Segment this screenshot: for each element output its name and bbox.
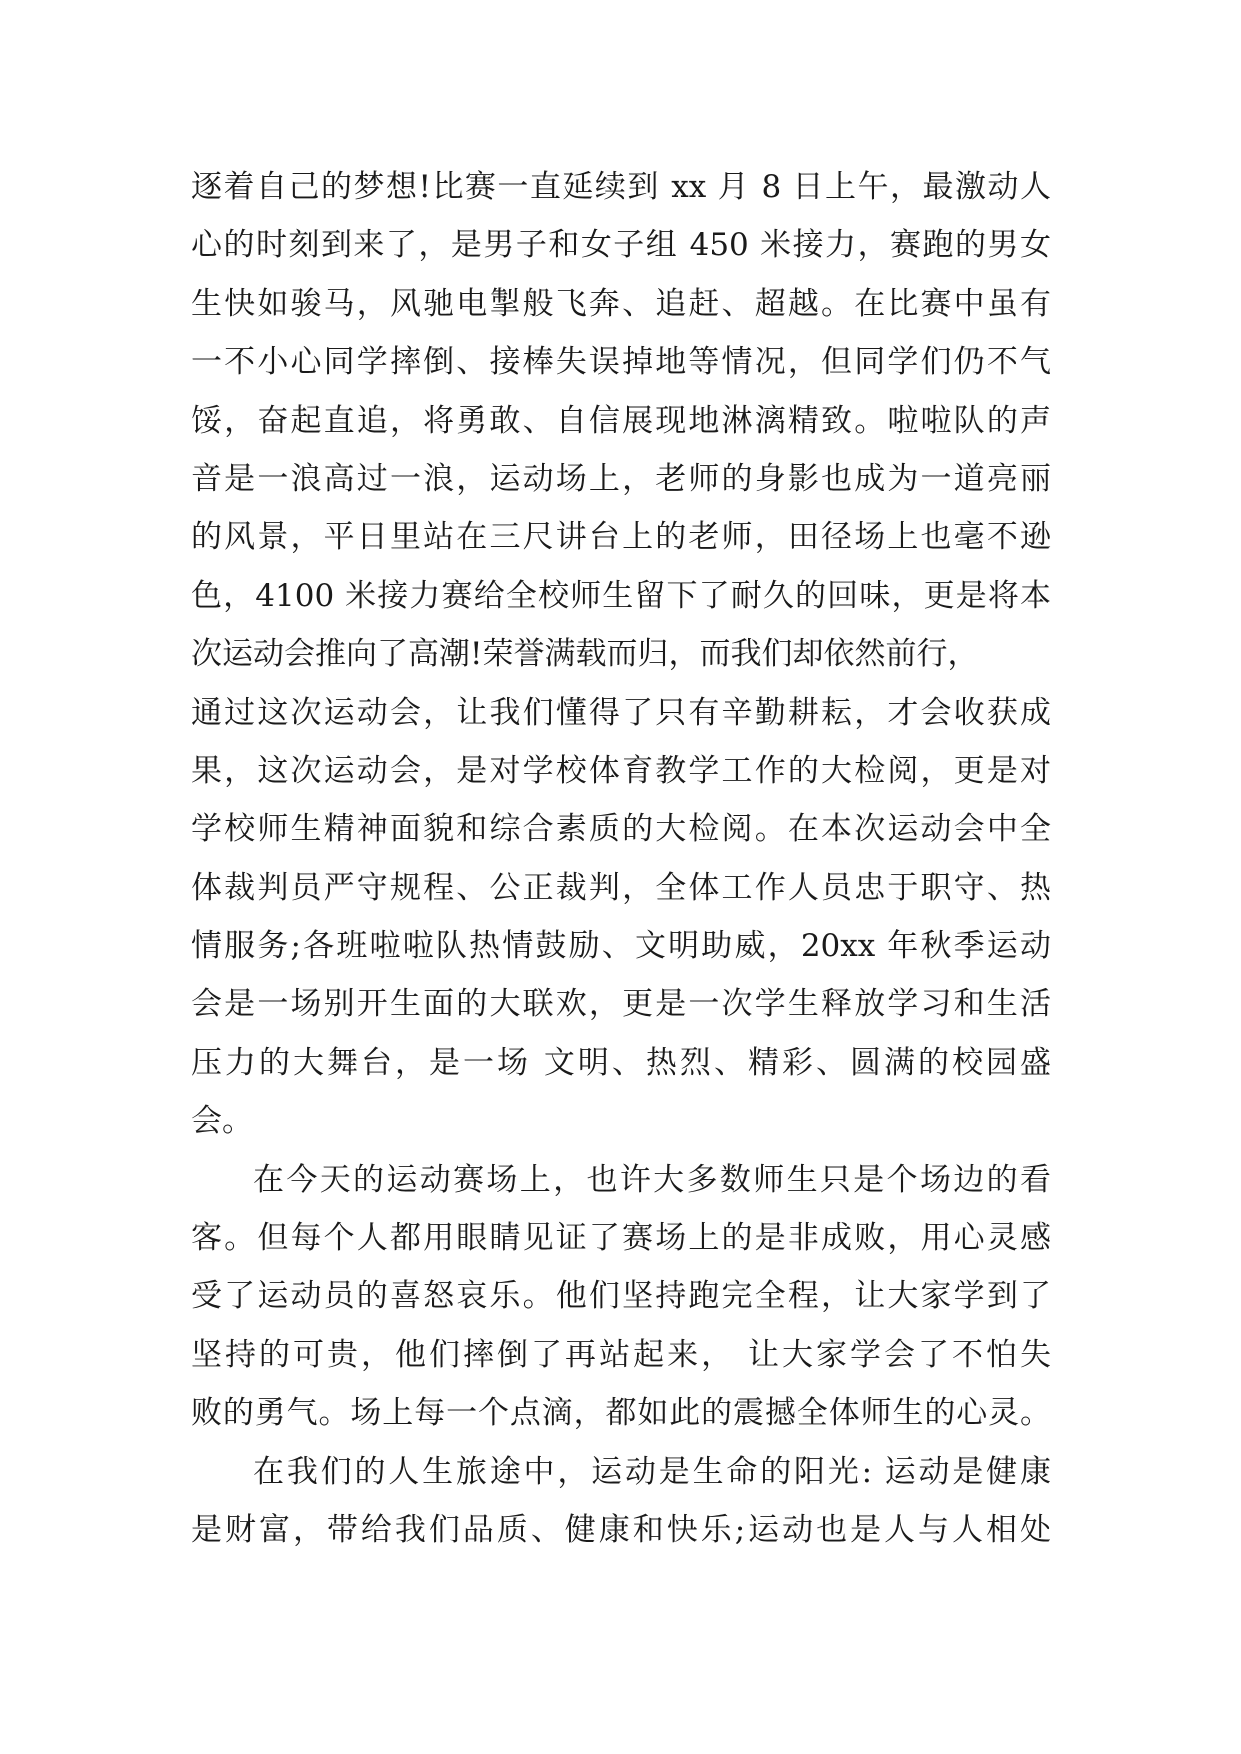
- text-line: 在今天的运动赛场上，也许大多数师生只是个场边的看: [253, 1161, 1051, 1198]
- text-line: 音是一浪高过一浪，运动场上，老师的身影也成为一道亮丽: [191, 460, 1051, 497]
- text-line: 馁，奋起直追，将勇敢、自信展现地淋漓精致。啦啦队的声: [191, 402, 1051, 439]
- text-line: 客。但每个人都用眼睛见证了赛场上的是非成败，用心灵感: [191, 1220, 1051, 1257]
- text-line: 的风景，平日里站在三尺讲台上的老师，田径场上也毫不逊: [191, 519, 1051, 556]
- paragraph: [191, 1151, 1051, 1443]
- text-line: 学校师生精神面貌和综合素质的大检阅。在本次运动会中全: [191, 811, 1051, 848]
- paragraph: [191, 1443, 1051, 1560]
- text-line: 色，4100 米接力赛给全校师生留下了耐久的回味，更是将本: [191, 577, 1051, 614]
- text-line: 会是一场别开生面的大联欢，更是一次学生释放学习和生活: [191, 986, 1051, 1023]
- text-line: 通过这次运动会，让我们懂得了只有辛勤耕耘，才会收获成: [191, 694, 1051, 731]
- text-line: 是财富，带给我们品质、健康和快乐;运动也是人与人相处: [191, 1511, 1051, 1548]
- text-line: 败的勇气。场上每一个点滴，都如此的震撼全体师生的心灵。: [191, 1395, 1051, 1432]
- text-line: 受了运动员的喜怒哀乐。他们坚持跑完全程，让大家学到了: [191, 1278, 1051, 1315]
- text-line: 一不小心同学摔倒、接棒失误掉地等情况，但同学们仍不气: [191, 344, 1051, 381]
- text-line: 心的时刻到来了，是男子和女子组 450 米接力，赛跑的男女: [191, 227, 1051, 264]
- text-line: 果，这次运动会，是对学校体育教学工作的大检阅，更是对: [191, 752, 1051, 789]
- body-text: [191, 158, 1051, 1559]
- text-line: 压力的大舞台，是一场 文明、热烈、精彩、圆满的校园盛: [191, 1044, 1051, 1081]
- text-line: 生快如骏马，风驰电掣般飞奔、追赶、超越。在比赛中虽有: [191, 285, 1051, 322]
- text-line: 逐着自己的梦想!比赛一直延续到 xx 月 8 日上午，最激动人: [191, 169, 1051, 205]
- text-line: 会。: [191, 1103, 253, 1140]
- text-line: 在我们的人生旅途中，运动是生命的阳光: 运动是健康: [253, 1453, 1051, 1490]
- text-line: 坚持的可贵，他们摔倒了再站起来， 让大家学会了不怕失: [191, 1336, 1051, 1373]
- text-line: 次运动会推向了高潮!荣誉满载而归，而我们却依然前行，: [191, 636, 979, 673]
- text-line: 体裁判员严守规程、公正裁判，全体工作人员忠于职守、热: [191, 869, 1051, 906]
- text-line: 情服务;各班啦啦队热情鼓励、文明助威，20xx 年秋季运动: [191, 928, 1051, 965]
- paragraph: [191, 158, 1051, 1151]
